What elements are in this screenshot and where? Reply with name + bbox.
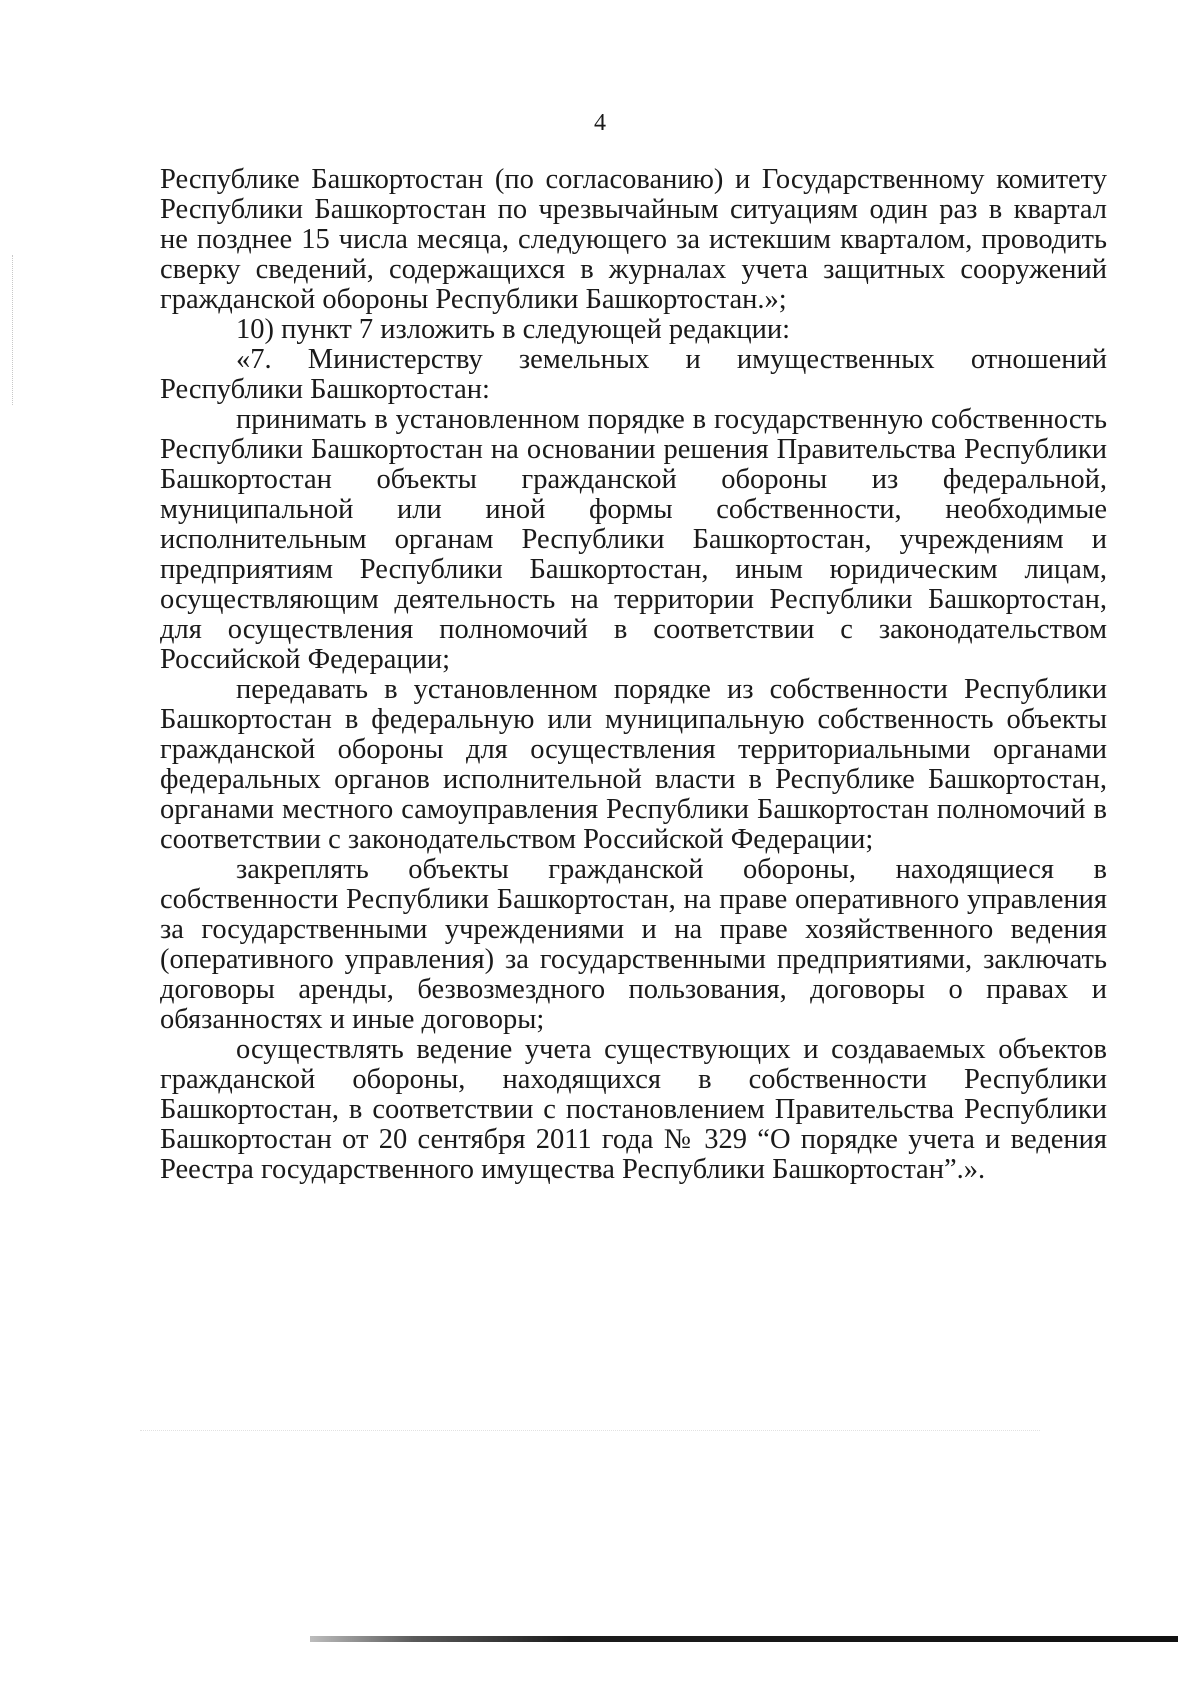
- paragraph-registry-accounting: осуществлять ведение учета существующих и создаваемых объектов гражданской обороны, находящихся в собственности Республики Башкортостан, в соответствии с постановлением Правительства Республики Башкортостан от 20 сентября 2011 года № 329 “О порядке учета и ведения Реестра государственного имущества Республики Башкортостан”.».: [160, 1034, 1107, 1185]
- paragraph-point-7: «7. Министерству земельных и имущественных отношений Республики Башкортостан:: [160, 344, 1107, 405]
- paragraph-item-10: 10) пункт 7 изложить в следующей редакции:: [236, 314, 791, 345]
- paragraph-accept-property: принимать в установленном порядке в государственную собственность Республики Башкортостан на основании решения Правительства Республики Башкортостан объекты гражданской обороны из федеральной, муниципальной или иной формы собственности, необходимые исполнительным органам Республики Башкортостан, учреждениям и предприятиям Республики Башкортостан, иным юридическим лицам, осуществляющим деятельность на территории Республики Башкортостан, для осуществления полномочий в соответствии с законодательством Российской Федерации;: [160, 404, 1107, 675]
- page-number: 4: [594, 110, 606, 136]
- bottom-scan-rule: [310, 1636, 1178, 1642]
- paragraph-assign-property: закреплять объекты гражданской обороны, находящиеся в собственности Республики Башкортостан, на праве оперативного управления за государственными учреждениями и на праве хозяйственного ведения (оперативного управления) за государственными предприятиями, заключать договоры аренды, безвозмездного пользования, договоры о правах и обязанностях и иные договоры;: [160, 854, 1107, 1035]
- scan-artifact-line: [140, 1430, 1040, 1431]
- paragraph-continuation: Республике Башкортостан (по согласованию) и Государственному комитету Республики Башкортостан по чрезвычайным ситуациям один раз в квартал не позднее 15 числа месяца, следующего за истекшим кварталом, проводить сверку сведений, содержащихся в журналах учета защитных сооружений гражданской обороны Республики Башкортостан.»;: [160, 164, 1107, 315]
- document-body: [160, 165, 1107, 1185]
- paragraph-transfer-property: передавать в установленном порядке из собственности Республики Башкортостан в федеральную или муниципальную собственность объекты гражданской обороны для осуществления территориальными органами федеральных органов исполнительной власти в Республике Башкортостан, органами местного самоуправления Республики Башкортостан полномочий в соответствии с законодательством Российской Федерации;: [160, 674, 1107, 855]
- scan-margin-marks: [12, 255, 15, 405]
